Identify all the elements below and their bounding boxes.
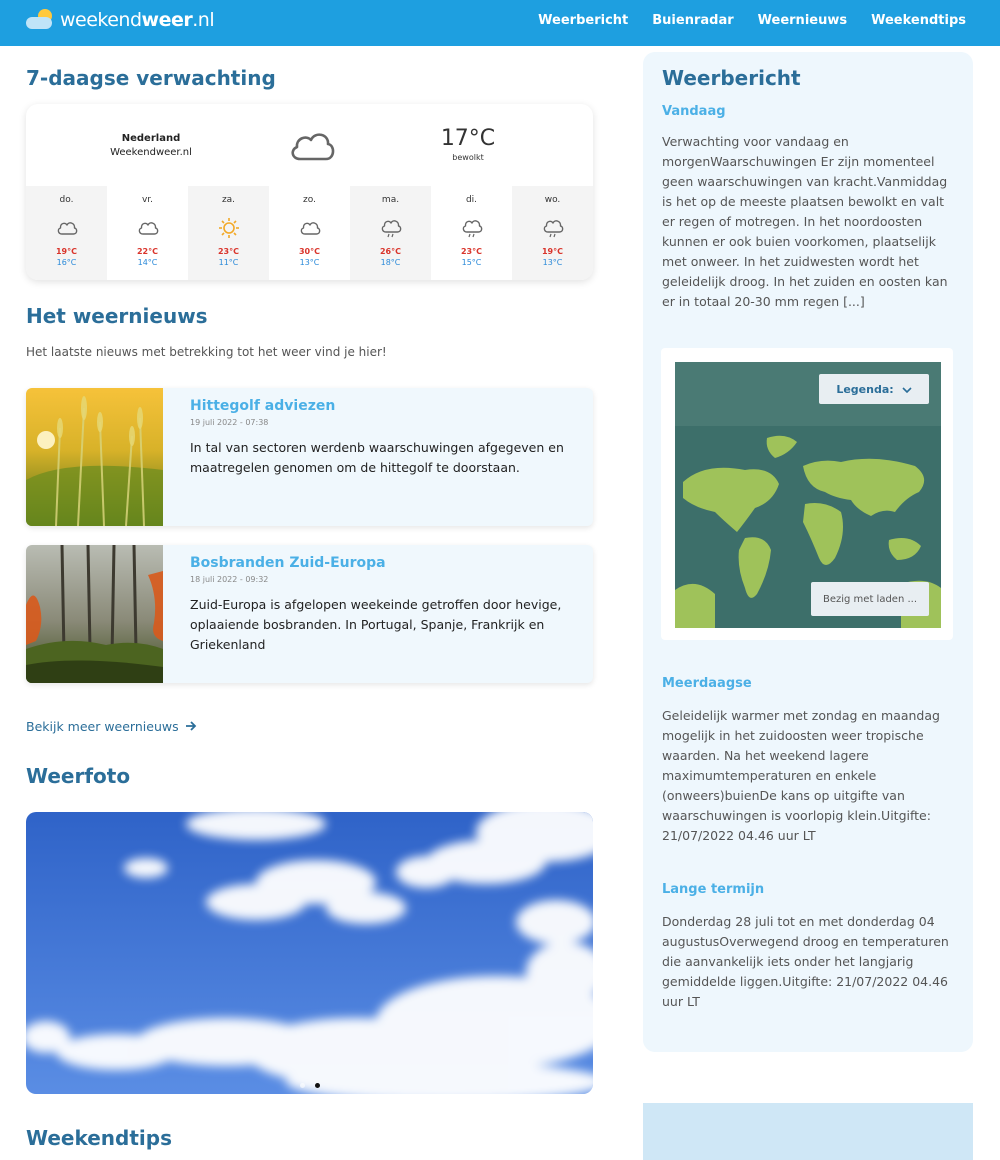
forecast-day-min: 18°C [380,258,401,267]
logo-text: weekendweer.nl [60,9,215,31]
forecast-location [86,132,216,160]
forecast-day-max: 23°C [217,247,239,256]
news-title: Het weernieuws [26,304,208,328]
news-card[interactable] [26,545,593,683]
sky-clouds-image [26,812,593,1094]
forecast-day-max: 19°C [541,247,563,256]
radar-map-widget [661,348,953,640]
site-header [0,0,1000,46]
multiday-label: Meerdaagse [662,676,752,691]
forecast-day [512,186,593,280]
carousel-dot[interactable] [315,1083,320,1088]
forecast-day-min: 13°C [299,258,320,267]
forecast-source: Weekendweer.nl [110,147,192,158]
forecast-day [107,186,188,280]
carousel-dot[interactable] [300,1083,305,1088]
forecast-day-min: 13°C [542,258,563,267]
longterm-text: Donderdag 28 juli tot en met donderdag 04 augustusOverwegend droog en temperaturen die aanvankelijk iets onder het langjarig gemiddelde liggen.Uitgifte: 21/07/2022 04.46 uur LT [662,914,949,1009]
weather-photo-carousel[interactable] [26,812,593,1094]
news-item-date: 19 juli 2022 - 07:38 [190,418,269,427]
forecast-day [269,186,350,280]
forecast-day-label: zo. [303,195,316,205]
nav-weekendtips[interactable]: Weekendtips [871,12,966,28]
nav-weernieuws[interactable]: Weernieuws [757,12,848,28]
sidebar-ad-block [643,1103,973,1160]
forecast-day-max: 22°C [136,247,158,256]
legend-dropdown[interactable] [819,374,929,404]
main-nav [538,0,966,40]
more-news-link[interactable] [26,719,197,734]
news-item-text: Zuid-Europa is afgelopen weekeinde getroffen door hevige, oplaaiende bosbranden. In Portugal, Spanje, Frankrijk en Griekenland [190,597,562,652]
today-text: Verwachting voor vandaag en morgenWaarschuwingen Er zijn momenteel geen waarschuwingen van kracht.Vanmiddag is het op de meeste plaatsen bewolkt en valt er regen of motregen. In het noordoosten kunnen er ook buien voorkomen, plaatselijk met onweer. In het zuidwesten wordt het geleidelijk droog. In het zuiden en oosten kan er in totaal 20-30 mm regen [...] [662,134,948,309]
forecast-day-label: za. [221,195,236,205]
forecast-day-min: 16°C [56,258,77,267]
sun-icon [188,213,269,243]
forecast-day-max: 26°C [379,247,401,256]
forecast-day-max: 23°C [460,247,482,256]
forecast-day [431,186,512,280]
site-logo[interactable] [26,8,214,32]
forecast-day-label: do. [59,195,74,205]
forecast-condition: bewolkt [452,153,484,162]
forecast-day-min: 15°C [461,258,482,267]
forecast-day-min: 14°C [137,258,158,267]
carousel-dots [26,1083,593,1088]
cloud-icon [107,213,188,243]
tips-title: Weekendtips [26,1126,172,1150]
forecast-day-max: 30°C [298,247,320,256]
rain-cloud-icon [512,213,593,243]
forecast-day-label: di. [465,195,478,205]
forecast-title: 7-daagse verwachting [26,66,276,90]
nav-weerbericht[interactable]: Weerbericht [538,12,629,28]
rain-cloud-icon [431,213,512,243]
today-label: Vandaag [662,104,726,119]
forecast-days [26,186,593,280]
arrow-right-icon [185,719,197,734]
forecast-day [188,186,269,280]
news-intro: Het laatste nieuws met betrekking tot het weer vind je hier! [26,345,387,359]
weather-report-sidebar [643,52,973,1052]
sidebar-title: Weerbericht [662,66,801,90]
loading-indicator: Bezig met laden ... [811,582,929,616]
news-item-text: In tal van sectoren werdenb waarschuwingen afgegeven en maatregelen genomen om de hittegolf te doorstaan. [190,440,564,475]
photo-title: Weerfoto [26,764,131,788]
forecast-day [26,186,107,280]
forecast-current [426,126,510,162]
news-item-date: 18 juli 2022 - 09:32 [190,575,269,584]
rain-cloud-icon [350,213,431,243]
forecast-day-label: vr. [141,195,154,205]
multiday-text: Geleidelijk warmer met zondag en maandag mogelijk in het zuidoosten weer tropische waarden. Na het weekend lagere maximumtemperaturen en enkele (onweers)buienDe kans op uitgifte van waarschuwingen is voorlopig klein.Uitgifte: 21/07/2022 04.46 uur LT [662,708,940,843]
cloud-icon [26,213,107,243]
forecast-card [26,104,593,280]
longterm-label: Lange termijn [662,882,765,897]
wheat-field-image [26,388,163,526]
news-item-title[interactable]: Hittegolf adviezen [190,398,336,414]
forecast-day [350,186,431,280]
chevron-down-icon [902,383,912,396]
forecast-day-min: 11°C [218,258,239,267]
news-card[interactable] [26,388,593,526]
logo-sun-cloud-icon [26,9,56,31]
cloud-icon [269,213,350,243]
more-news-label: Bekijk meer weernieuws [26,719,179,734]
legend-label: Legenda: [836,382,894,396]
forest-fire-image [26,545,163,683]
nav-buienradar[interactable]: Buienradar [652,12,734,28]
forecast-day-label: ma. [381,195,400,205]
forecast-day-label: wo. [544,195,561,205]
forecast-day-max: 19°C [55,247,77,256]
forecast-temp: 17°C [440,126,496,151]
forecast-country: Nederland [121,133,181,144]
news-item-title[interactable]: Bosbranden Zuid-Europa [190,555,386,571]
cloud-icon [288,126,336,168]
radar-map[interactable] [675,362,941,628]
